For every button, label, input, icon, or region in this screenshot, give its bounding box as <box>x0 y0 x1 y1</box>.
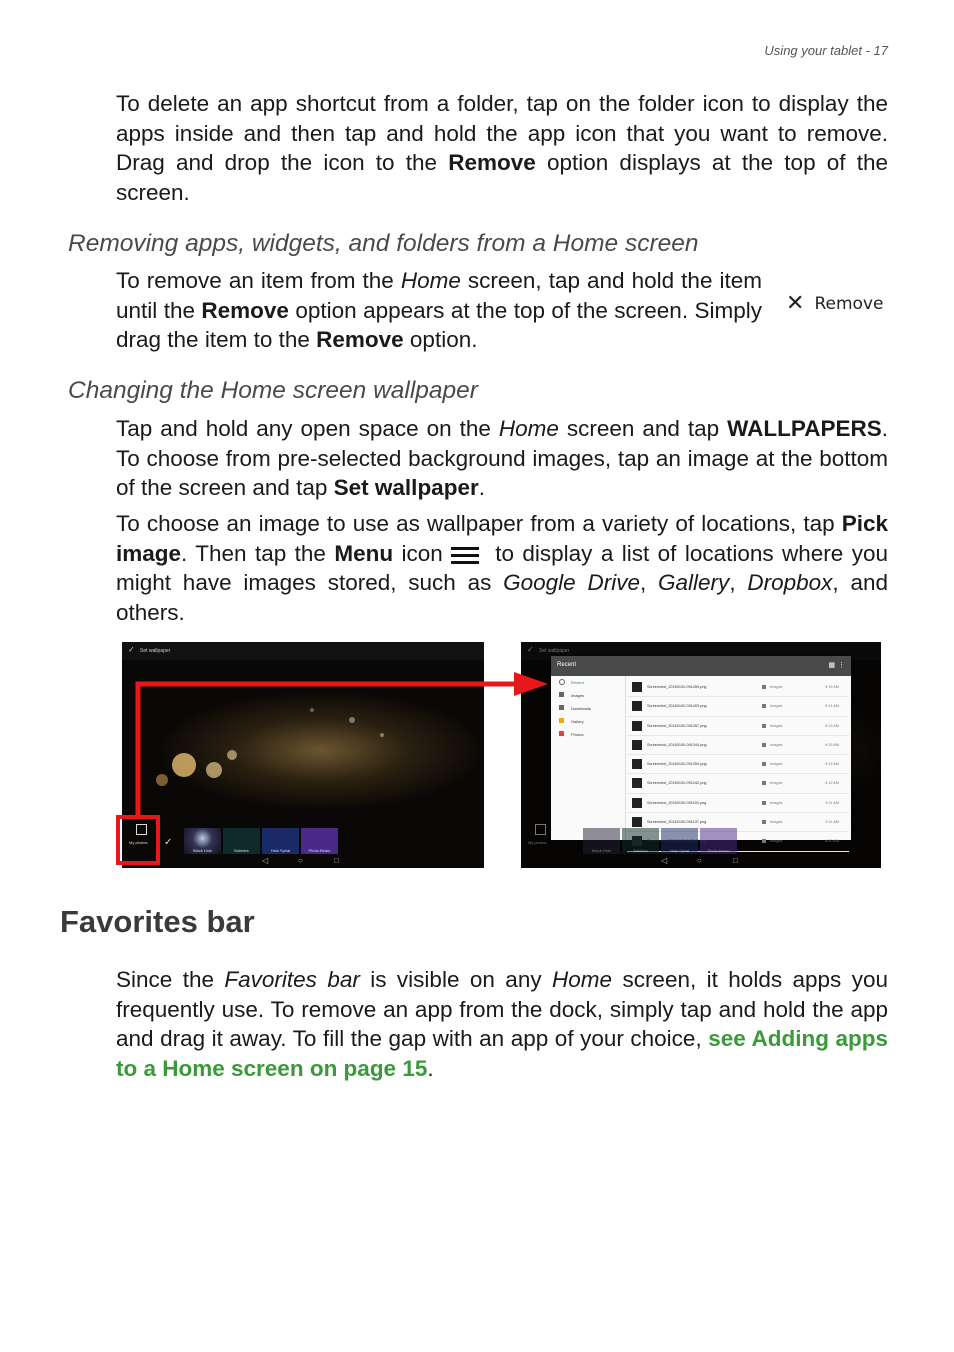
file-name: Screenshot_20160100-091137.png <box>647 820 707 825</box>
recents-icon[interactable]: □ <box>334 856 339 865</box>
file-thumbnail <box>632 817 642 827</box>
sidebar-item-photos[interactable] <box>551 728 625 741</box>
file-type <box>762 743 782 747</box>
italic-home: Home <box>400 268 461 293</box>
list-item[interactable] <box>627 717 849 736</box>
sidebar-item-gallery[interactable] <box>551 715 625 728</box>
running-header: Using your tablet - 17 <box>764 43 888 58</box>
sidebar-item-images[interactable] <box>551 689 625 702</box>
text: , and others. <box>116 570 888 625</box>
grid-view-icon[interactable]: ▦ <box>828 662 835 669</box>
list-item[interactable] <box>627 736 849 755</box>
check-icon[interactable]: ✓ <box>164 837 173 848</box>
sidebar-label: Images <box>571 693 585 698</box>
thumbnail-halo-spiral[interactable] <box>661 828 698 854</box>
file-type <box>762 839 782 843</box>
file-type <box>762 724 782 728</box>
top-bar-label: Set wallpaper <box>140 648 171 654</box>
text: , <box>729 570 748 596</box>
list-item[interactable] <box>627 678 849 697</box>
thumbnail-label: Bubbles <box>633 848 648 853</box>
my-photos-button[interactable] <box>525 820 555 852</box>
file-time: 9:11 AM <box>825 800 839 805</box>
text: To choose an image to use as wallpaper from a variety of locations, tap <box>116 511 842 536</box>
top-bar <box>122 642 484 660</box>
home-icon[interactable]: ○ <box>298 856 303 865</box>
recents-icon[interactable]: □ <box>733 856 738 865</box>
image-icon <box>762 820 766 824</box>
text: option appears at the top of the screen. Simply drag the item to the <box>116 297 762 353</box>
back-icon[interactable]: ◁ <box>262 856 269 865</box>
file-type <box>762 801 782 805</box>
thumbnail-label: Bubbles <box>234 848 249 853</box>
more-icon[interactable]: ⋮ <box>838 662 845 669</box>
paragraph-remove-item <box>116 266 762 355</box>
clock-icon <box>559 679 565 685</box>
file-list <box>627 678 849 852</box>
file-type <box>762 762 782 766</box>
image-icon <box>762 762 766 766</box>
thumbnail-black-hole[interactable] <box>583 828 620 854</box>
close-icon: ✕ <box>786 291 805 316</box>
gallery-icon <box>559 718 564 723</box>
paragraph-pick-image <box>116 509 888 627</box>
text: screen, tap and hold the item until the <box>116 268 763 323</box>
file-thumbnail <box>632 682 642 692</box>
bold-remove: Remove <box>448 150 536 176</box>
bokeh-wallpaper <box>122 660 484 830</box>
file-thumbnail <box>632 798 642 808</box>
nav-bar <box>122 854 484 868</box>
image-icon <box>762 801 766 805</box>
thumbnail-photo-beam[interactable] <box>700 828 737 854</box>
text: . <box>478 475 485 501</box>
image-icon <box>762 724 766 728</box>
file-type <box>762 820 782 824</box>
highlight-my-photos <box>116 815 160 865</box>
section-heading-wallpaper: Changing the Home screen wallpaper <box>68 377 478 404</box>
remove-label: Remove <box>814 294 884 314</box>
top-bar-label: Set wallpaper <box>539 648 570 654</box>
thumbnail-label: Photo Beam <box>308 848 331 853</box>
bold-menu: Menu <box>334 540 394 566</box>
text: option displays at the top of the screen. <box>116 150 888 205</box>
image-icon <box>762 781 766 785</box>
thumbnail-halo-spiral[interactable] <box>262 828 299 854</box>
file-time: 9:11 AM <box>825 820 839 825</box>
image-icon <box>762 743 766 747</box>
thumbnail-label: Black Hole <box>192 848 213 853</box>
italic-favorites-bar: Favorites bar <box>224 967 360 992</box>
file-thumbnail <box>632 721 642 731</box>
file-name: Screenshot_20160100-091354.png <box>647 762 707 767</box>
bold-remove: Remove <box>316 327 404 353</box>
file-type-label: Images <box>770 839 783 844</box>
italic-gallery: Gallery <box>658 570 730 596</box>
paragraph-wallpapers <box>116 414 888 503</box>
list-item[interactable] <box>627 755 849 774</box>
screenshot-pick-image <box>521 642 881 868</box>
file-type-label: Images <box>770 685 783 689</box>
file-type-label: Images <box>770 723 783 728</box>
text: , <box>639 570 659 596</box>
check-icon: ✓ <box>128 645 135 654</box>
text: is visible on any <box>359 967 552 992</box>
file-type <box>762 704 782 708</box>
sidebar-label: Recent <box>571 680 584 685</box>
file-time: 9:13 AM <box>825 742 839 747</box>
photos-icon <box>559 731 564 736</box>
my-photos-label: My photos <box>528 840 547 845</box>
paragraph-favorites <box>116 965 888 1083</box>
panel-header <box>551 656 851 676</box>
file-time: 9:12 AM <box>825 781 839 786</box>
section-heading-favorites: Favorites bar <box>60 904 255 939</box>
file-type <box>762 781 782 785</box>
bold-pick-image: Pick image <box>116 511 888 566</box>
image-icon <box>559 692 564 697</box>
file-type-label: Images <box>770 742 783 747</box>
remove-option-figure <box>786 291 884 316</box>
file-name: Screenshot_20160100-091403.png <box>647 704 707 709</box>
file-thumbnail <box>632 740 642 750</box>
file-time: 9:15 AM <box>825 685 839 689</box>
text: icon <box>393 540 443 566</box>
list-item[interactable] <box>627 774 849 793</box>
wallpaper-thumbnails <box>184 828 338 854</box>
italic-dropbox: Dropbox <box>747 570 833 596</box>
thumbnail-label: Photo Beam <box>707 848 730 853</box>
thumbnail-label: Black Hole <box>591 848 612 853</box>
italic-google-drive: Google Drive <box>503 570 640 596</box>
italic-home: Home <box>498 416 559 441</box>
file-name: Screenshot_20160100-091459.png <box>647 685 707 689</box>
sidebar-item-downloads[interactable] <box>551 702 625 715</box>
list-item[interactable] <box>627 794 849 813</box>
text: . Then tap the <box>181 540 335 566</box>
my-photos-label: My photos <box>129 840 148 845</box>
file-time: 9:13 AM <box>825 723 839 728</box>
sidebar-item-recent[interactable] <box>551 676 625 689</box>
picker-sidebar <box>551 676 626 840</box>
thumbnail-label: Halo Spiral <box>669 848 690 853</box>
file-type <box>762 685 782 689</box>
text: to display a list of locations where you might have images stored, such as <box>116 540 888 596</box>
file-thumbnail <box>632 701 642 711</box>
file-name: Screenshot_20160100-091344.png <box>647 742 707 747</box>
download-icon <box>559 705 564 710</box>
text: To delete an app shortcut from a folder, tap on the folder icon to display the apps inside and then tap and hold the app icon that you want to remove. Drag and drop the icon to the <box>116 91 888 176</box>
file-type-label: Images <box>770 800 783 805</box>
image-icon <box>762 839 766 843</box>
file-time: 9:13 AM <box>825 762 839 767</box>
bold-set-wallpaper: Set wallpaper <box>333 475 479 501</box>
photos-icon <box>535 824 546 835</box>
text: screen and tap <box>558 416 728 441</box>
thumbnail-photo-beam[interactable] <box>301 828 338 854</box>
link-adding-apps[interactable]: see Adding apps to a Home screen on page 15 <box>116 1026 888 1081</box>
thumbnail-bubbles[interactable] <box>223 828 260 854</box>
image-icon <box>762 685 766 689</box>
paragraph-delete-shortcut <box>116 89 888 207</box>
file-type-label: Images <box>770 781 783 786</box>
list-item[interactable] <box>627 697 849 716</box>
bold-wallpapers: WALLPAPERS <box>727 416 882 441</box>
file-name: Screenshot_20160100-091242.png <box>647 781 707 786</box>
text: To remove an item from the <box>116 268 401 293</box>
image-icon <box>762 704 766 708</box>
file-thumbnail <box>632 759 642 769</box>
file-name: Screenshot_20160100-091150.png <box>647 800 707 805</box>
text: screen, it holds apps you frequently use. To remove an app from the dock, simply tap and hold the app and drag it away. To fill the gap with an app of your choice, <box>116 967 888 1052</box>
text: Tap and hold any open space on the <box>116 416 499 441</box>
file-time: 8:20 AM <box>825 839 839 844</box>
file-name: Screenshot_20160100-091357.png <box>647 723 707 728</box>
text: Since the <box>116 967 225 992</box>
thumbnail-bubbles[interactable] <box>622 828 659 854</box>
file-thumbnail <box>632 778 642 788</box>
panel-title: Recent <box>557 662 577 668</box>
sidebar-label: Photos <box>571 732 584 737</box>
thumbnail-black-hole[interactable] <box>184 828 221 854</box>
screenshot-set-wallpaper <box>122 642 484 868</box>
text: option. <box>403 327 478 353</box>
text: . <box>427 1055 434 1081</box>
home-icon[interactable]: ○ <box>697 856 702 865</box>
italic-home: Home <box>552 967 613 992</box>
file-type-label: Images <box>770 762 783 767</box>
sidebar-label: Downloads <box>571 706 591 711</box>
thumbnail-label: Halo Spiral <box>270 848 291 853</box>
menu-icon <box>449 544 481 566</box>
text: . To choose from pre-selected background images, tap an image at the bottom of the screen and tap <box>116 416 888 501</box>
check-icon: ✓ <box>527 645 534 654</box>
nav-bar <box>521 854 881 868</box>
back-icon[interactable]: ◁ <box>661 856 668 865</box>
bold-remove: Remove <box>201 297 289 323</box>
file-picker-panel <box>551 656 851 844</box>
sidebar-label: Gallery <box>571 719 584 724</box>
section-heading-removing: Removing apps, widgets, and folders from a Home screen <box>68 230 699 257</box>
file-time: 9:14 AM <box>825 704 839 709</box>
wallpaper-thumbnails <box>583 828 737 854</box>
file-type-label: Images <box>770 820 783 825</box>
file-type-label: Images <box>770 704 783 709</box>
